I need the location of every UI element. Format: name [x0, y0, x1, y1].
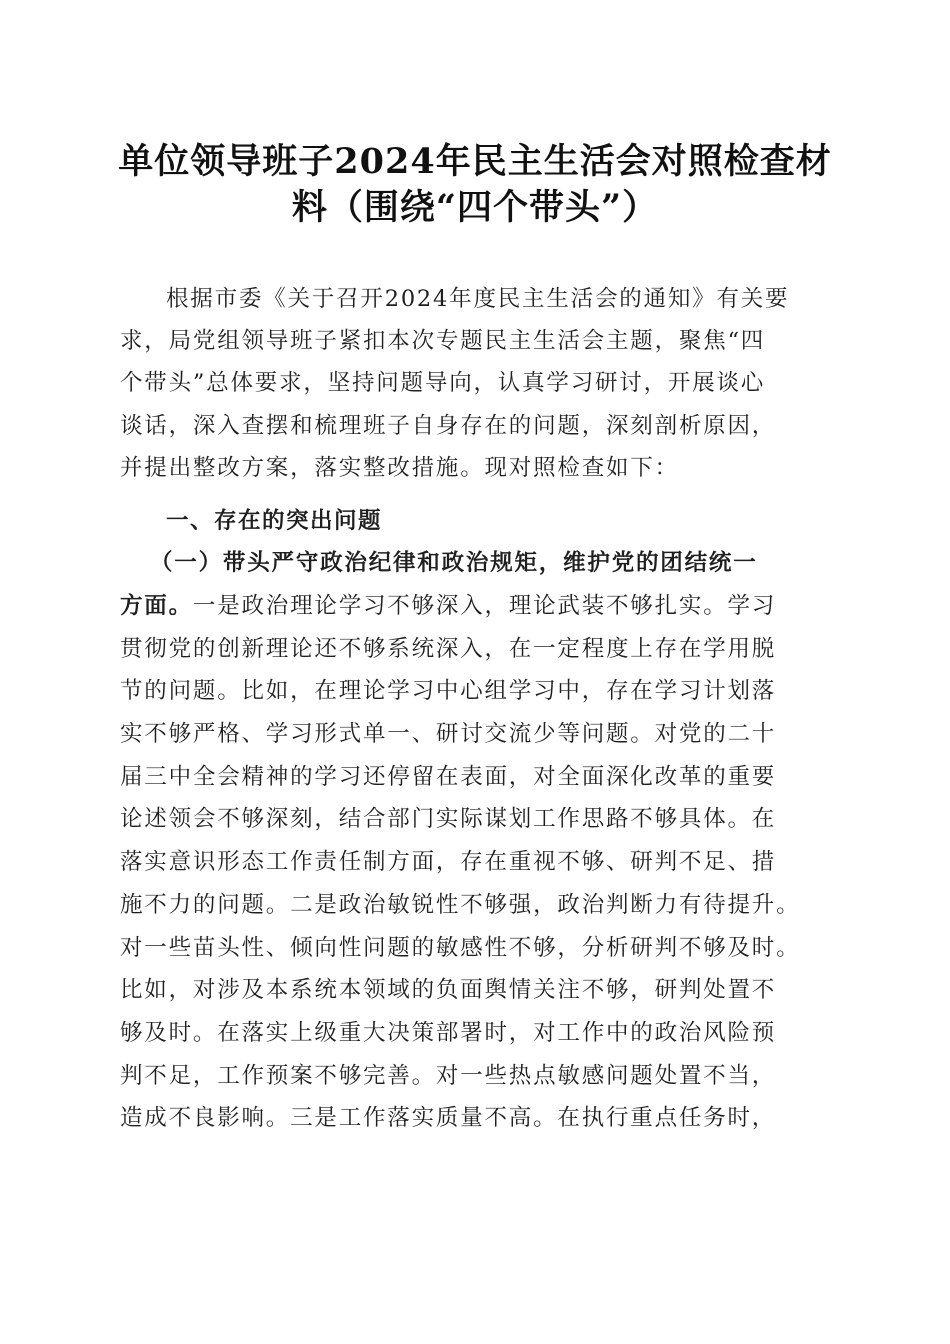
intro-line: 并提出整改方案，落实整改措施。现对照检查如下：: [120, 455, 679, 481]
body-text: 一是政治理论学习不够深入，理论武装不够扎实。学习: [192, 593, 777, 619]
body-line: 比如，对涉及本系统本领域的负面舆情关注不够，研判处置不: [120, 977, 777, 1003]
body-line: 论述领会不够深刻，结合部门实际谋划工作思路不够具体。在: [120, 806, 777, 832]
body-line: 届三中全会精神的学习还停留在表面，对全面深化改革的重要: [120, 764, 777, 790]
subsection-heading-tail: 方面。: [120, 593, 193, 619]
section-heading: 一、存在的突出问题: [166, 508, 383, 534]
subsection-heading: （一）带头严守政治纪律和政治规矩，维护党的团结统一: [150, 550, 758, 576]
intro-line: 个带头”总体要求，坚持问题导向，认真学习研讨，开展谈心: [120, 370, 766, 396]
document-title-line-2: 料（围绕“四个带头”）: [291, 187, 659, 228]
intro-line: 求，局党组领导班子紧扣本次专题民主生活会主题，聚焦“四: [120, 328, 766, 354]
body-line: 落实意识形态工作责任制方面，存在重视不够、研判不足、措: [120, 849, 777, 875]
body-line: 对一些苗头性、倾向性问题的敏感性不够，分析研判不够及时。: [120, 935, 801, 961]
intro-line: 谈话，深入查摆和梳理班子自身存在的问题，深刻剖析原因，: [120, 413, 777, 439]
document-title-line-1: 单位领导班子2024年民主生活会对照检查材: [118, 141, 832, 182]
intro-line: 根据市委《关于召开2024年度民主生活会的通知》有关要: [166, 286, 790, 312]
subsection-heading-continued: [120, 590, 776, 622]
body-line: 节的问题。比如，在理论学习中心组学习中，存在学习计划落: [120, 678, 777, 704]
body-line: 实不够严格、学习形式单一、研讨交流少等问题。对党的二十: [120, 721, 777, 747]
body-line: 施不力的问题。二是政治敏锐性不够强，政治判断力有待提升。: [120, 892, 801, 918]
body-line: 贯彻党的创新理论还不够系统深入，在一定程度上存在学用脱: [120, 636, 777, 662]
body-line: 够及时。在落实上级重大决策部署时，对工作中的政治风险预: [120, 1020, 777, 1046]
body-line: 判不足，工作预案不够完善。对一些热点敏感问题处置不当，: [120, 1063, 777, 1089]
body-line: 造成不良影响。三是工作落实质量不高。在执行重点任务时，: [120, 1105, 777, 1131]
